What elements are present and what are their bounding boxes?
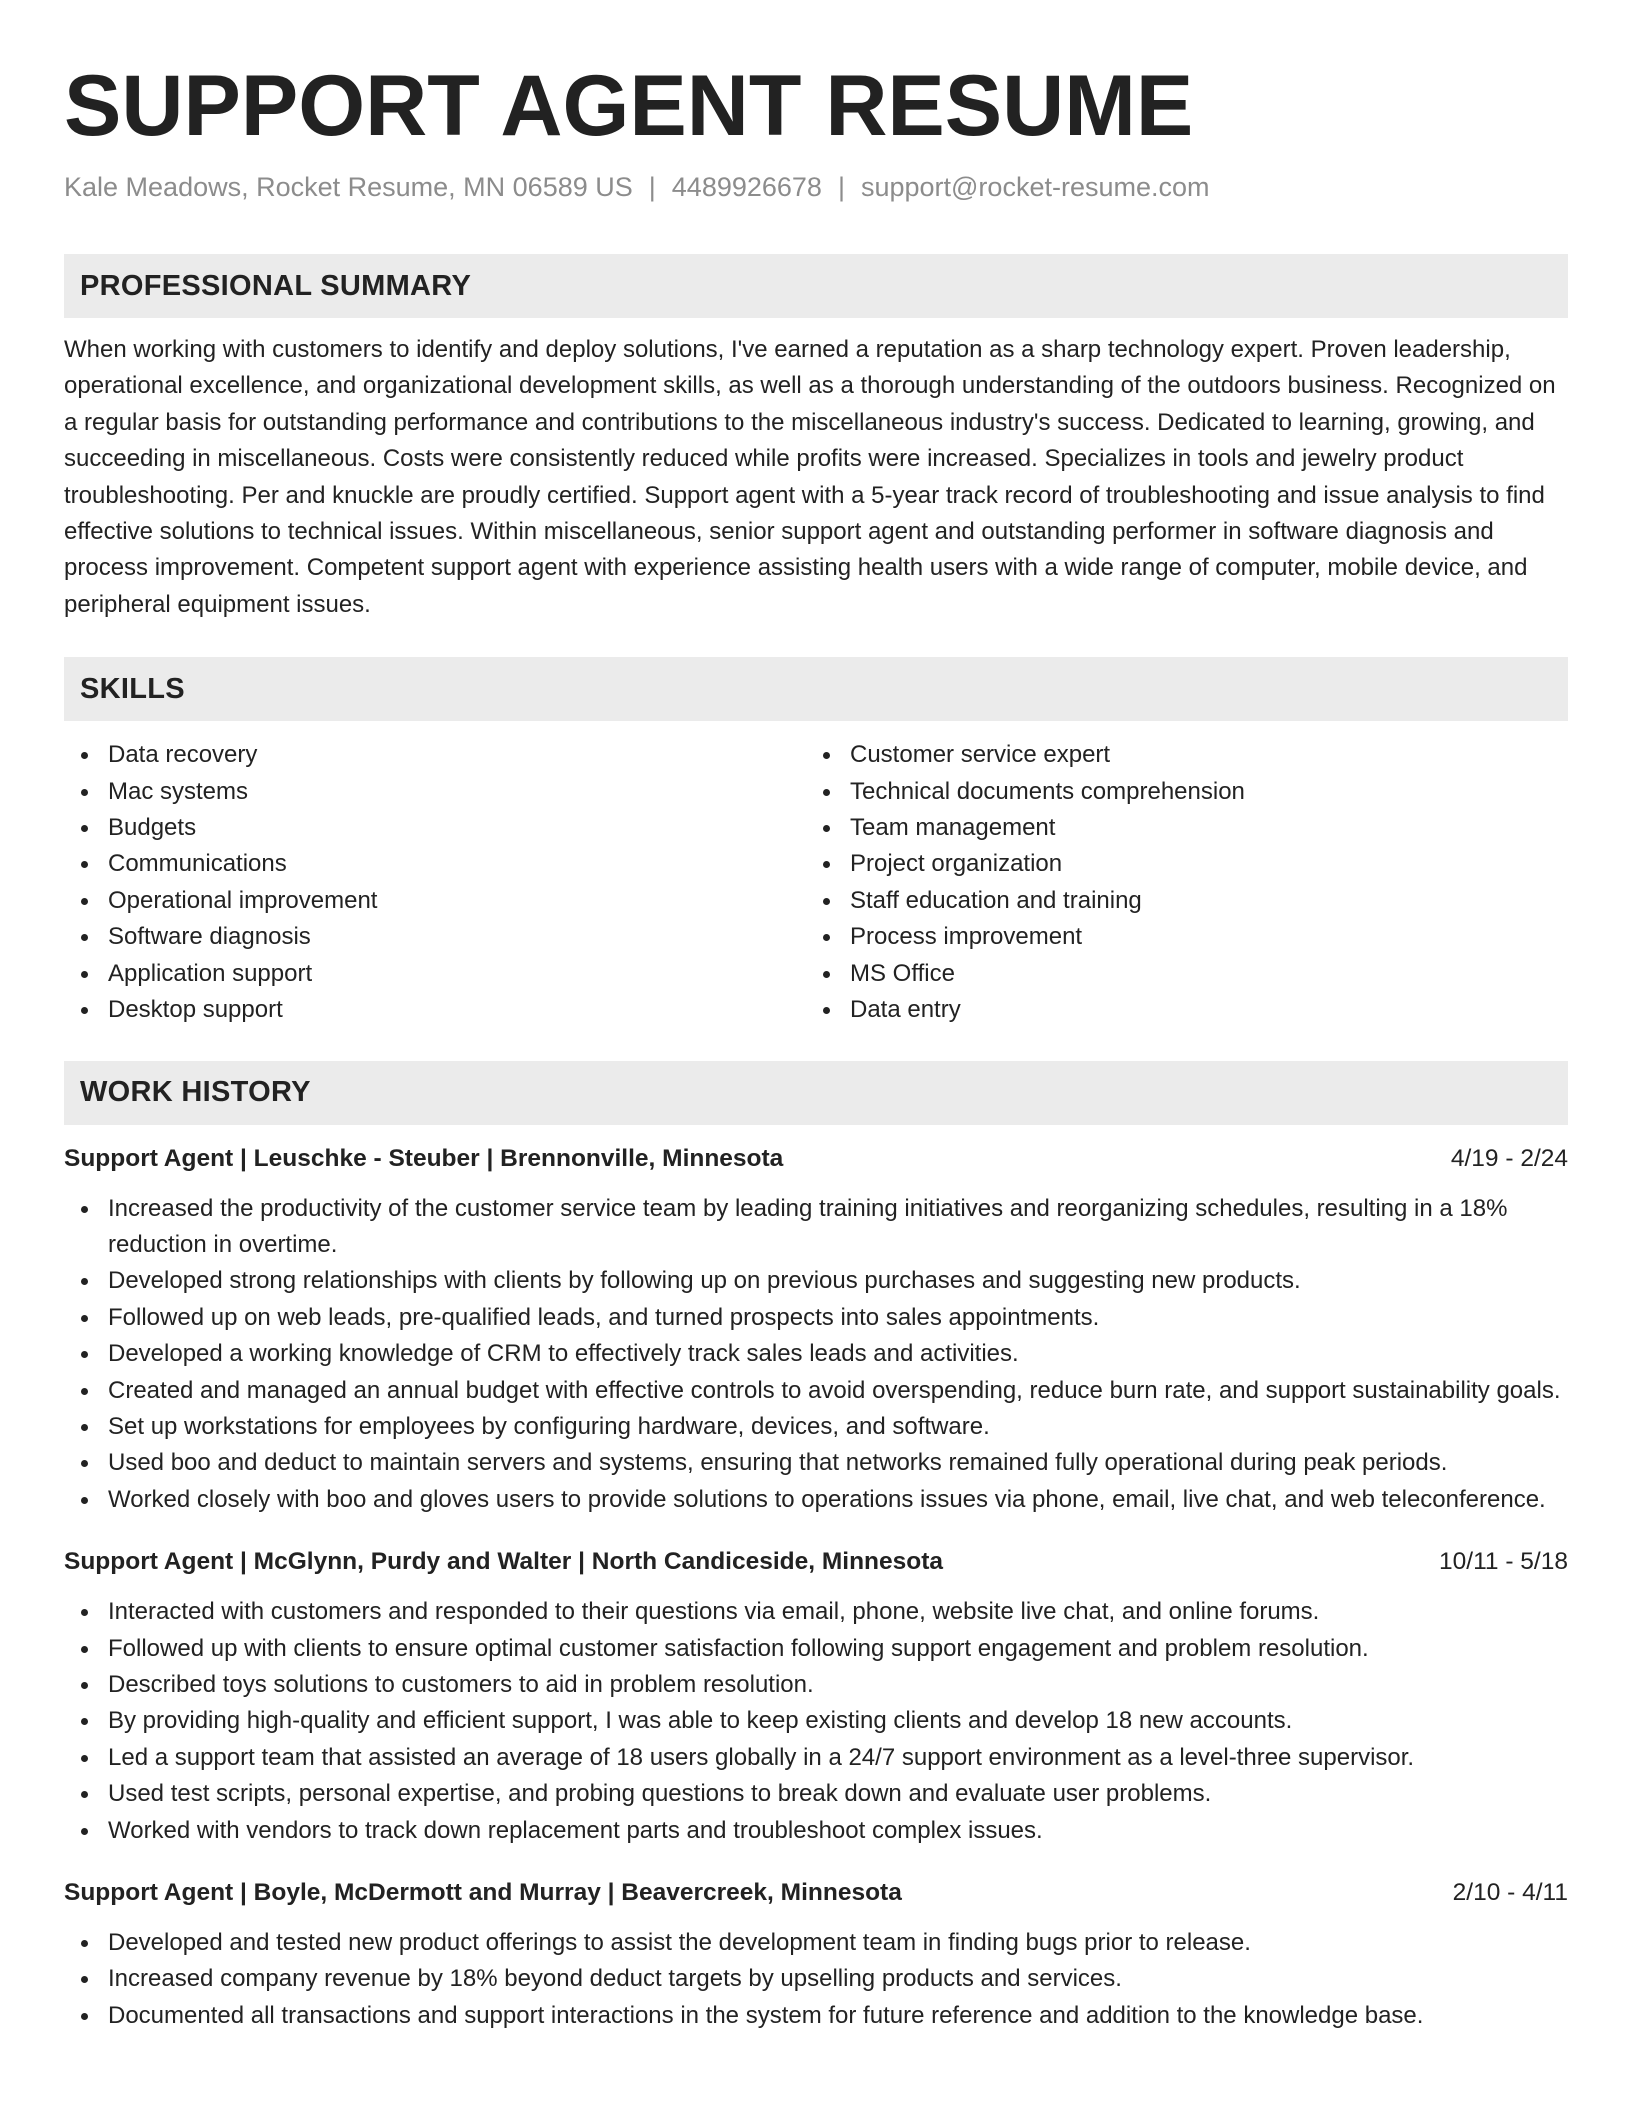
contact-separator: | [648,172,656,202]
skill-item: Desktop support [64,992,806,1028]
skill-item: Data recovery [64,737,806,773]
job-bullet: Developed and tested new product offerings to assist the development team in finding bugs prior to release. [64,1925,1568,1961]
skill-item: Team management [806,810,1548,846]
job-bullet: Worked closely with boo and gloves users to provide solutions to operations issues via phone, email, live chat, and web teleconference. [64,1482,1568,1518]
job-dates: 2/10 - 4/11 [1452,1879,1568,1906]
job-entry [64,1544,1568,1849]
skill-item: Software diagnosis [64,919,806,955]
job-dates: 10/11 - 5/18 [1439,1548,1568,1576]
job-bullet-list [64,1594,1568,1849]
job-bullet: Followed up with clients to ensure optimal customer satisfaction following support engagement and problem resolution. [64,1631,1568,1667]
resume-title: SUPPORT AGENT RESUME [64,58,1194,154]
contact-separator: | [837,172,845,202]
skill-item: Process improvement [806,919,1548,955]
skills-heading: SKILLS [64,657,1568,721]
job-bullet: Used boo and deduct to maintain servers and systems, ensuring that networks remained fully operational during peak periods. [64,1445,1568,1481]
job-entry [64,1141,1568,1519]
skill-item: Application support [64,956,806,992]
job-bullet: Increased the productivity of the customer service team by leading training initiatives and reorganizing schedules, resulting in a 18% reduction in overtime. [64,1191,1568,1264]
job-header [64,1544,1568,1580]
skill-item: MS Office [806,956,1548,992]
contact-phone: 4489926678 [671,172,822,202]
contact-address: Kale Meadows, Rocket Resume, MN 06589 US [64,172,633,202]
job-bullet: Interacted with customers and responded to their questions via email, phone, website live chat, and online forums. [64,1594,1568,1630]
job-bullet: Used test scripts, personal expertise, and probing questions to break down and evaluate user problems. [64,1776,1568,1812]
job-bullet: Developed a working knowledge of CRM to effectively track sales leads and activities. [64,1336,1568,1372]
job-title: Support Agent | Boyle, McDermott and Murray | Beavercreek, Minnesota [64,1879,902,1906]
job-bullet: Created and managed an annual budget with effective controls to avoid overspending, reduce burn rate, and support sustainability goals. [64,1373,1568,1409]
job-dates: 4/19 - 2/24 [1450,1144,1568,1172]
job-bullet: By providing high-quality and efficient support, I was able to keep existing clients and develop 18 new accounts. [64,1703,1568,1739]
summary-text: When working with customers to identify and deploy solutions, I've earned a reputation as a sharp technology expert. Proven leadership, operational excellence, and organizational development skills, as well as a thorough understanding of the outdoors business. Recognized on a regular basis for outstanding performance and contributions to the miscellaneous industry's success. Dedicated to learning, growing, and succeeding in miscellaneous. Costs were consistently reduced while profits were increased. Specializes in tools and jewelry product troubleshooting. Per and knuckle are proudly certified. Support agent with a 5-year track record of troubleshooting and issue analysis to find effective solutions to technical issues. Within miscellaneous, senior support agent and outstanding performer in software diagnosis and process improvement. Competent support agent with experience assisting health users with a wide range of computer, mobile device, and peripheral equipment issues. [64,336,1556,618]
skills-list [64,737,1568,1028]
skill-item: Staff education and training [806,883,1548,919]
skill-item: Customer service expert [806,737,1548,773]
job-title: Support Agent | Leuschke - Steuber | Brennonville, Minnesota [64,1144,784,1172]
job-bullet-list [64,1925,1568,2034]
skill-item: Communications [64,846,806,882]
job-title: Support Agent | McGlynn, Purdy and Walter | North Candiceside, Minnesota [64,1548,943,1576]
contact-line [64,170,1568,204]
skill-item: Operational improvement [64,883,806,919]
job-bullet: Increased company revenue by 18% beyond deduct targets by upselling products and services. [64,1961,1568,1997]
job-header [64,1141,1568,1177]
job-bullet: Led a support team that assisted an average of 18 users globally in a 24/7 support environment as a level-three supervisor. [64,1740,1568,1776]
job-bullet: Described toys solutions to customers to aid in problem resolution. [64,1667,1568,1703]
skill-item: Mac systems [64,774,806,810]
skill-item: Project organization [806,846,1548,882]
job-bullet: Set up workstations for employees by configuring hardware, devices, and software. [64,1409,1568,1445]
contact-email: support@rocket-resume.com [860,172,1210,202]
skill-item: Technical documents comprehension [806,774,1548,810]
work-history-heading: WORK HISTORY [64,1061,1568,1125]
skills-column-left [64,737,806,1028]
job-bullet: Developed strong relationships with clients by following up on previous purchases and suggesting new products. [64,1263,1568,1299]
job-bullet: Followed up on web leads, pre-qualified leads, and turned prospects into sales appointments. [64,1300,1568,1336]
job-header [64,1875,1568,1911]
skills-column-right [806,737,1548,1028]
job-entry [64,1875,1568,2034]
skill-item: Data entry [806,992,1548,1028]
job-bullet-list [64,1191,1568,1519]
skill-item: Budgets [64,810,806,846]
summary-heading: PROFESSIONAL SUMMARY [64,254,1568,318]
job-bullet: Documented all transactions and support interactions in the system for future reference and addition to the knowledge base. [64,1998,1568,2034]
job-bullet: Worked with vendors to track down replacement parts and troubleshoot complex issues. [64,1813,1568,1849]
